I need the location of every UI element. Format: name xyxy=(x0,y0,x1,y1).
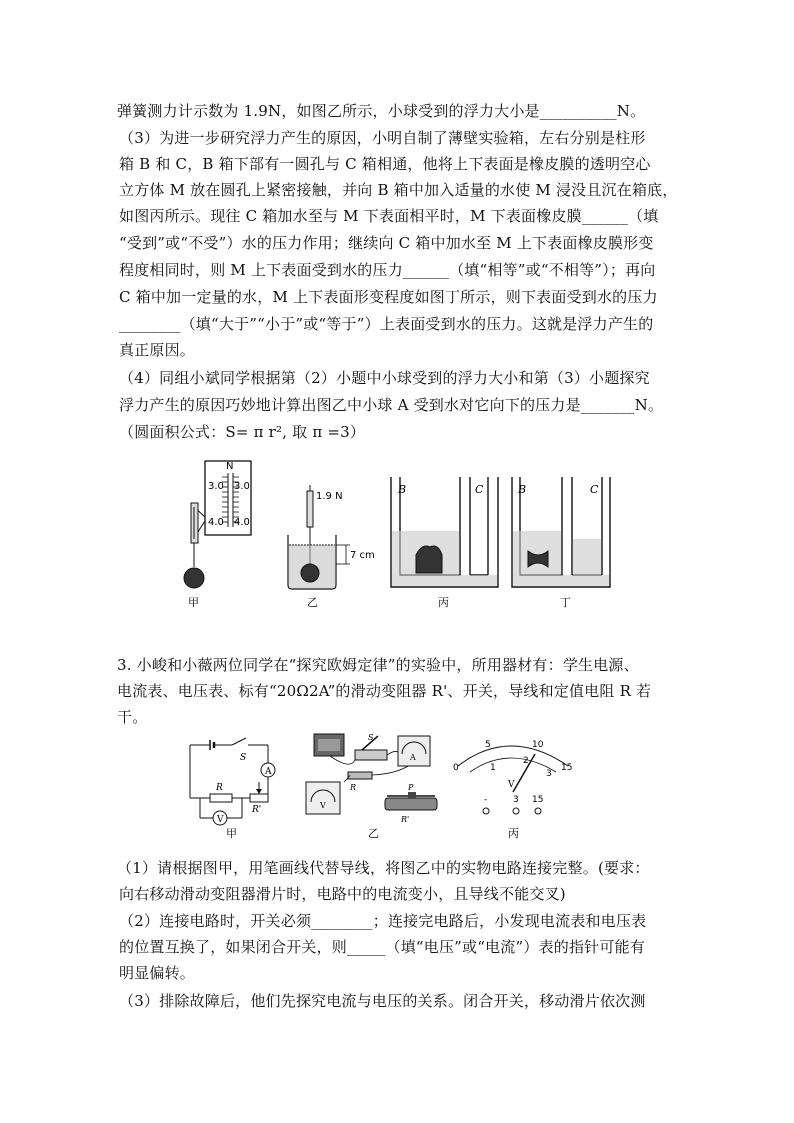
caption-yi: 乙 xyxy=(307,596,318,609)
scale-left-bottom: 4.0 xyxy=(208,517,224,528)
meter-unit: V xyxy=(508,780,515,790)
figure-bing xyxy=(391,477,498,609)
text-line-8: C 箱中加一定量的水，M 上下表面形变程度如图丁所示，则下表面受到水的压力 xyxy=(119,288,658,306)
meter-tick-inner-2: 2 xyxy=(523,756,529,766)
question-3-line-1: 3. 小峻和小薇两位同学在“探究欧姆定律”的实验中，所用器材有：学生电源、 xyxy=(117,656,639,674)
subquestion-line-5: 明显偏转。 xyxy=(119,964,196,982)
box-c-label-ding: C xyxy=(590,483,599,496)
caption-meter-bing: 丙 xyxy=(508,827,519,840)
box-b-label-ding: B xyxy=(518,483,527,496)
scale-left-top: 3.0 xyxy=(208,481,224,492)
switch-body xyxy=(355,750,387,760)
scale-right-bottom: 4.0 xyxy=(234,517,250,528)
meter-tick-top-5: 5 xyxy=(485,740,491,750)
circuit-diagram-jia xyxy=(190,738,275,840)
caption-jia: 甲 xyxy=(188,596,199,609)
text-line-6: “受到”或“不受”）水的压力作用；继续向 C 箱中加水至 M 上下表面橡皮膜形变 xyxy=(119,234,654,252)
caption-bing: 丙 xyxy=(438,596,449,609)
reading-label: 1.9 N xyxy=(316,491,343,502)
subquestion-line-2: 向右移动滑动变阻器滑片时，电路中的电流变小，且导线不能交叉) xyxy=(119,885,566,903)
rheostat-label: R' xyxy=(252,805,262,815)
text-line-12: 浮力产生的原因巧妙地计算出图乙中小球 A 受到水对它向下的压力是_______N。 xyxy=(119,396,664,414)
buoyancy-figure xyxy=(170,455,620,615)
caption-ding: 丁 xyxy=(560,596,571,609)
resistor-label: R xyxy=(216,783,223,793)
box-b-label-bing: B xyxy=(398,483,407,496)
question-3-line-2: 电流表、电压表、标有“20Ω2A”的滑动变阻器 R'、开关，导线和定值电阻 R 若 xyxy=(117,682,652,700)
text-line-10: 真正原因。 xyxy=(119,341,196,359)
text-line-2: （3）为进一步研究浮力产生的原因，小明自制了薄壁实验箱，左右分别是柱形 xyxy=(119,129,646,147)
circuit-physical-yi xyxy=(306,733,437,840)
subquestion-line-4: 的位置互换了，如果闭合开关，则_____（填“电压”或“电流”）表的指针可能有 xyxy=(119,938,645,956)
text-line-11: （4）同组小斌同学根据第（2）小题中小球受到的浮力大小和第（3）小题探究 xyxy=(119,369,650,387)
meter-terminal-minus: - xyxy=(484,795,488,805)
meter-dial-bing xyxy=(453,740,572,840)
ammeter-label: A xyxy=(265,767,272,777)
subquestion-line-1: （1）请根据图甲，用笔画线代替导线，将图乙中的实物电路连接完整。(要求： xyxy=(117,859,650,877)
switch-label-physical: S xyxy=(368,733,374,742)
caption-circuit-yi: 乙 xyxy=(368,827,379,840)
subquestion-line-3: （2）连接电路时，开关必须________；连接完电路后，小发现电流表和电压表 xyxy=(119,912,647,930)
voltmeter-label-physical: V xyxy=(320,801,326,810)
depth-label: 7 cm xyxy=(350,550,375,561)
meter-terminal-15: 15 xyxy=(532,795,544,805)
ammeter-label-physical: A xyxy=(410,753,416,762)
scale-right-top: 3.0 xyxy=(234,481,250,492)
text-line-4: 立方体 M 放在圆孔上紧密接触，并向 B 箱中加入适量的水使 M 浸没且沉在箱底， xyxy=(119,181,678,199)
question-3-line-3: 干。 xyxy=(117,708,148,726)
scale-unit-label: N xyxy=(226,461,234,472)
text-line-5: 如图丙所示。现往 C 箱加水至与 M 下表面相平时，M 下表面橡皮膜______（填 xyxy=(119,207,659,225)
cube-m-bing xyxy=(416,546,442,573)
ball-a-yi xyxy=(301,564,319,582)
text-line-13: （圆面积公式：S= π r², 取 π =3） xyxy=(119,423,366,441)
switch-label: S xyxy=(240,753,247,763)
caption-circuit-jia: 甲 xyxy=(226,827,237,840)
meter-tick-outer-15: 15 xyxy=(561,763,573,773)
rheostat-body xyxy=(385,798,437,810)
subquestion-line-6: （3）排除故障后，他们先探究电流与电压的关系。闭合开关，移动滑片依次测 xyxy=(119,992,646,1010)
resistor-label-physical: R xyxy=(350,783,357,792)
figure-ding xyxy=(512,477,610,609)
text-line-9: ________（填“大于”“小于”或“等于”）上表面受到水的压力。这就是浮力产生的 xyxy=(119,315,654,333)
meter-tick-outer-0: 0 xyxy=(453,763,459,773)
ball-a-jia xyxy=(184,568,204,588)
voltmeter-label: V xyxy=(217,815,224,825)
circuit-figure xyxy=(180,730,590,845)
slider-label: P xyxy=(408,783,414,792)
figure-yi xyxy=(288,485,375,609)
text-line-1: 弹簧测力计示数为 1.9N，如图乙所示，小球受到的浮力大小是__________N。 xyxy=(117,102,646,120)
figure-jia xyxy=(184,461,251,609)
meter-tick-inner-3: 3 xyxy=(546,769,552,779)
meter-tick-top-10: 10 xyxy=(532,740,544,750)
text-line-3: 箱 B 和 C，B 箱下部有一圆孔与 C 箱相通，他将上下表面是橡皮膜的透明空心 xyxy=(119,155,651,173)
rheostat-label-physical: R' xyxy=(401,815,410,824)
box-c-label-bing: C xyxy=(475,483,484,496)
meter-terminal-3: 3 xyxy=(513,795,519,805)
text-line-7: 程度相同时，则 M 上下表面受到水的压力______（填“相等”或“不相等”）；再向 xyxy=(119,261,656,279)
meter-tick-inner-1: 1 xyxy=(490,763,496,773)
